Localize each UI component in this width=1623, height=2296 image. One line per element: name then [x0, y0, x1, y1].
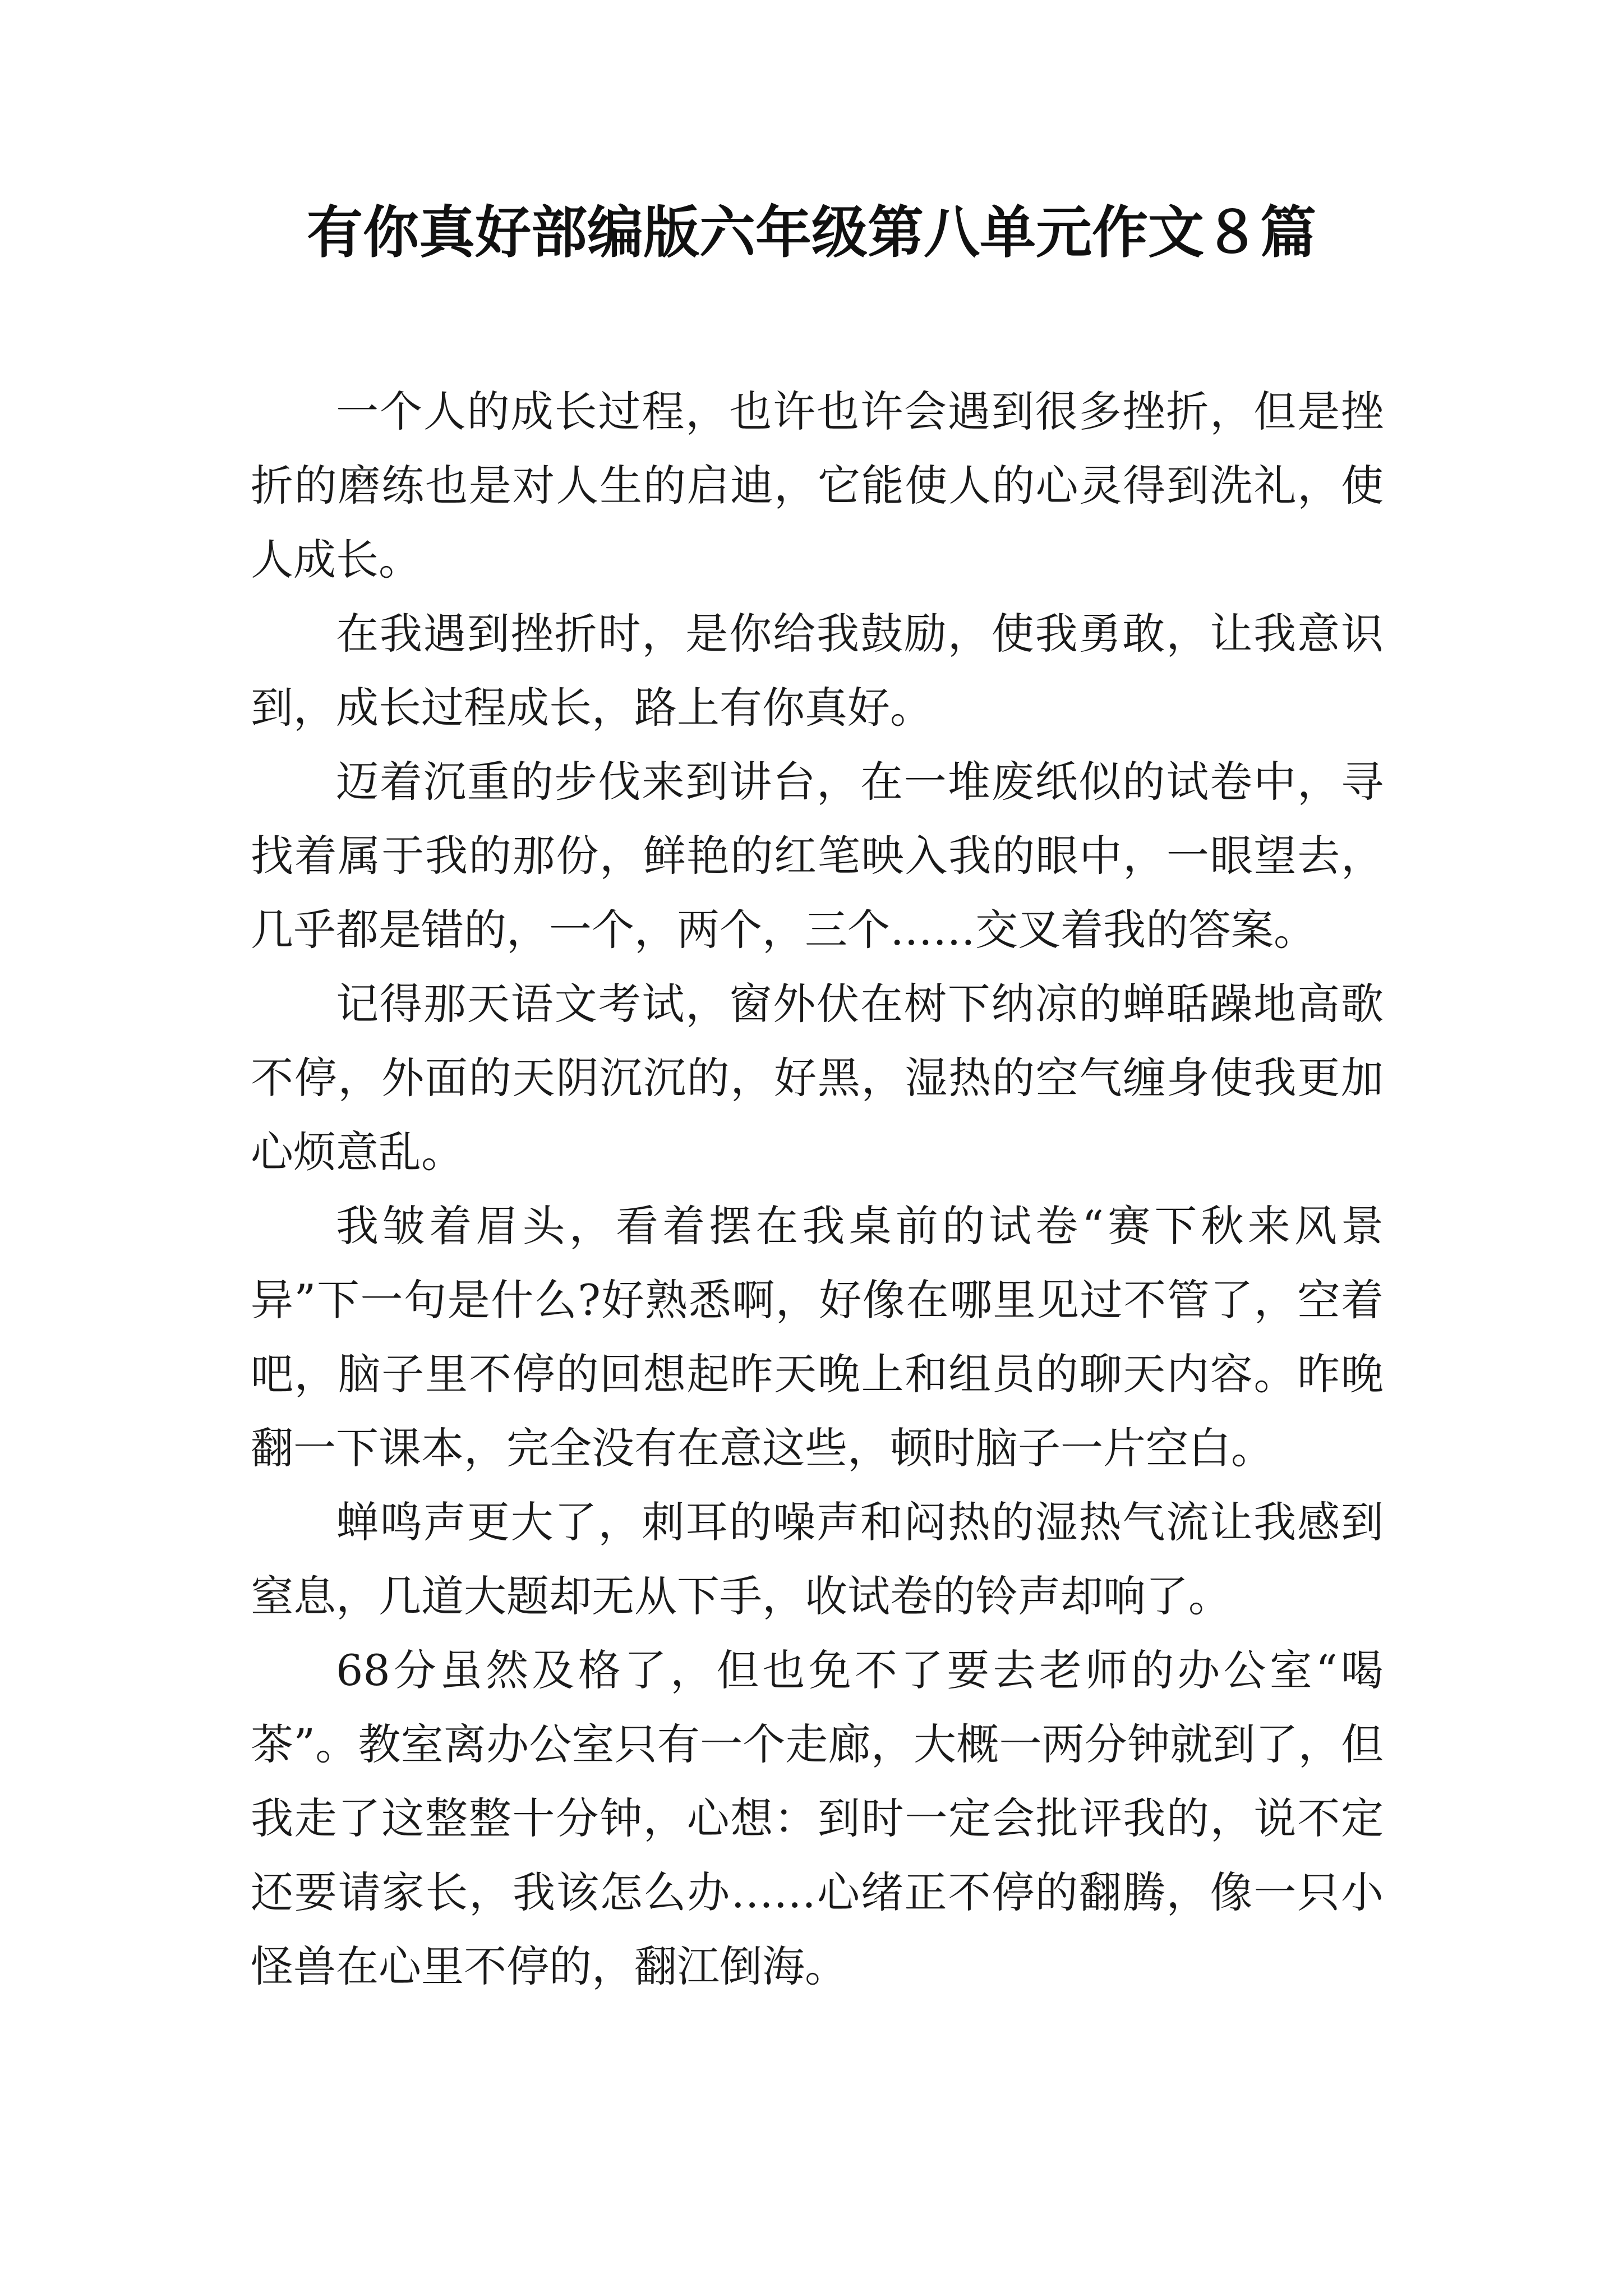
paragraph-5: 我皱着眉头，看着摆在我桌前的试卷“赛下秋来风景异”下一句是什么?好熟悉啊，好像在哪里见过不管了，空着吧，脑子里不停的回想起昨天晚上和组员的聊天内容。昨晚翻一下课本，完全没有在意这些，顿时脑子一片空白。 — [251, 1201, 1384, 1473]
document-title: 有你真好部编版六年级第八单元作文８篇 — [307, 200, 1316, 265]
paragraph-4: 记得那天语文考试，窗外伏在树下纳凉的蝉聒躁地高歌不停，外面的天阴沉沉的，好黑，湿热的空气缠身使我更加心烦意乱。 — [251, 979, 1384, 1177]
paragraph-7: 68分虽然及格了，但也免不了要去老师的办公室“喝茶”。教室离办公室只有一个走廊，大概一两分钟就到了，但我走了这整整十分钟，心想：到时一定会批评我的，说不定还要请家长，我该怎么办……心绪正不停的翻腾，像一只小怪兽在心里不停的，翻江倒海。 — [251, 1645, 1384, 1991]
paragraph-6: 蝉鸣声更大了，刺耳的噪声和闷热的湿热气流让我感到窒息，几道大题却无从下手，收试卷的铃声却响了。 — [251, 1497, 1384, 1621]
paragraph-1: 一个人的成长过程，也许也许会遇到很多挫折，但是挫折的磨练也是对人生的启迪，它能使人的心灵得到洗礼，使人成长。 — [251, 386, 1384, 585]
paragraph-3: 迈着沉重的步伐来到讲台，在一堆废纸似的试卷中，寻找着属于我的那份，鲜艳的红笔映入我的眼中，一眼望去，几乎都是错的，一个，两个，三个……交叉着我的答案。 — [251, 757, 1384, 955]
paragraph-2: 在我遇到挫折时，是你给我鼓励，使我勇敢，让我意识到，成长过程成长，路上有你真好。 — [251, 609, 1384, 733]
document-body — [251, 375, 1384, 2004]
